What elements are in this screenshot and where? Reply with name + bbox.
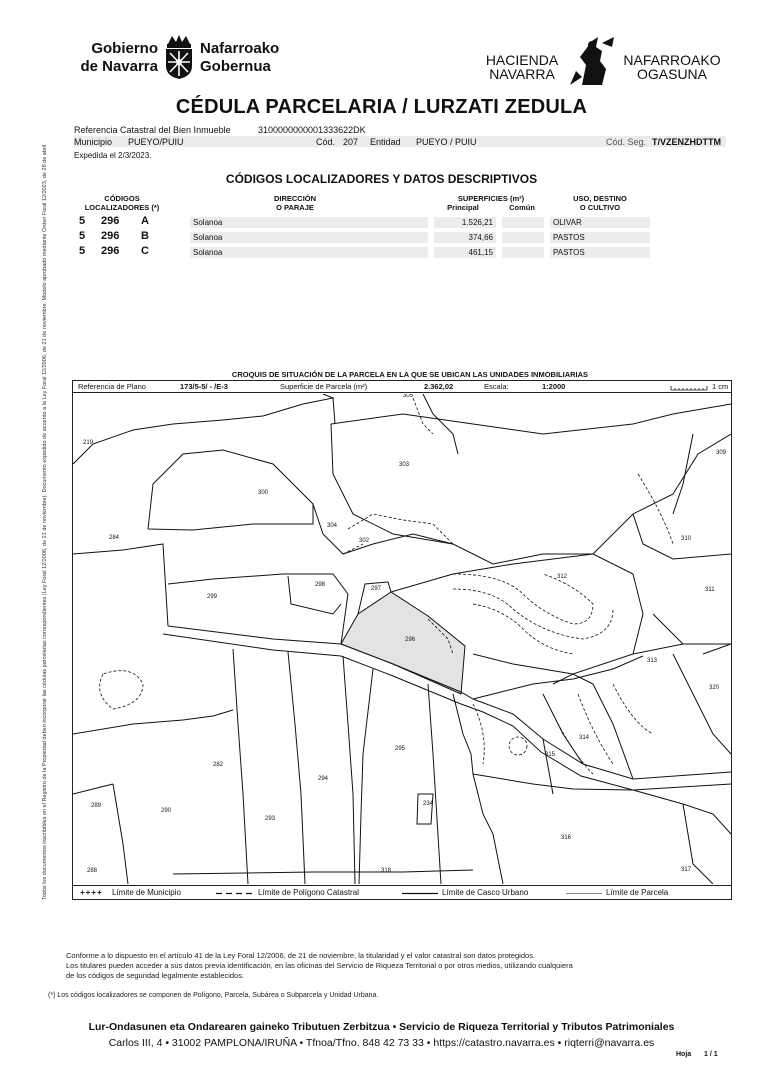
parcel-label: 298 xyxy=(315,582,326,588)
map-title: CROQUIS DE SITUACIÓN DE LA PARCELA EN LA QUE SE UBICAN LAS UNIDADES INMOBILIARIAS xyxy=(231,370,589,379)
parcel-label: 317 xyxy=(681,867,692,873)
legend-casco-line-icon xyxy=(402,892,438,895)
footer-organization: Lur-Ondasunen eta Ondarearen gaineko Tributuen Zerbitzua • Servicio de Riqueza Territorial y Tributos Patrimoniales xyxy=(88,1021,675,1033)
hacienda-statue-icon xyxy=(562,35,622,87)
cell-parcela: 296 xyxy=(101,245,120,257)
cell-direccion: Solanoa xyxy=(193,233,223,242)
parcel-label: 314 xyxy=(579,735,590,741)
legal-side-note: Todos los documentos inscribibles en el Registro de la Propiedad deben incorporar las cédulas parcelarias correspondientes (Ley Foral 12/2006, de 21 de noviembre). Documento expedido de acuerdo a la Ley Foral 12/2006, de 21 de noviembre. Modelo aprobado mediante Orden Foral 12/2023, de 28 de abril. xyxy=(42,143,48,900)
parcel-label: 284 xyxy=(109,535,120,541)
header-principal: Principal xyxy=(447,203,479,212)
parcel-label: 288 xyxy=(87,868,98,874)
cell-direccion: Solanoa xyxy=(193,218,223,227)
parcel-label: 316 xyxy=(561,835,572,841)
legend-casco: Límite de Casco Urbano xyxy=(442,888,529,897)
parcel-label: 305 xyxy=(403,394,414,399)
parcel-label: 313 xyxy=(647,658,658,664)
header-comun: Común xyxy=(509,203,535,212)
parcel-label: 311 xyxy=(705,587,715,593)
parcel-label: 318 xyxy=(381,868,392,874)
codseg-value: T/VZENZHDTTM xyxy=(652,137,721,147)
gov-right-line2: Gobernua xyxy=(200,58,271,75)
map-legend xyxy=(72,885,732,900)
ogasuna-line1: NAFARROAKO xyxy=(623,52,721,68)
legend-municipio: Límite de Municipio xyxy=(112,888,181,897)
cell-principal: 461,15 xyxy=(468,248,493,257)
parcel-label: 297 xyxy=(371,586,382,592)
escala-value: 1:2000 xyxy=(542,382,566,391)
gov-line1: Gobierno xyxy=(91,40,158,57)
cell-direccion-bg xyxy=(190,217,428,228)
parcel-label: 295 xyxy=(395,746,406,752)
parcel-label: 282 xyxy=(213,762,224,768)
ogasuna-text xyxy=(622,53,722,81)
scale-bar-icon xyxy=(670,383,708,391)
ref-catastral-value: 3100000000001333622DK xyxy=(258,125,366,135)
footnote-line2: Los titulares pueden acceder a sus datos previa identificación, en las oficinas del Servicio de Riqueza Territorial o por otros medios, utilizando cualquiera xyxy=(66,961,573,970)
parcel-label: 304 xyxy=(327,523,338,529)
parcel-label: 320 xyxy=(709,685,720,691)
section-title: CÓDIGOS LOCALIZADORES Y DATOS DESCRIPTIVOS xyxy=(225,172,538,186)
parcel-label: 290 xyxy=(161,808,172,814)
expedida-date: Expedida el 2/3/2023. xyxy=(74,151,152,160)
legend-municipio-symbol: ++++ xyxy=(80,888,103,897)
parcel-label: 310 xyxy=(681,536,692,542)
legend-parcela-line-icon xyxy=(566,892,602,895)
cell-poligono: 5 xyxy=(79,230,86,242)
header-uso xyxy=(552,194,648,212)
entidad-label: Entidad xyxy=(370,137,401,147)
hoja-label: Hoja xyxy=(676,1051,692,1058)
parcel-label: 234 xyxy=(423,801,434,807)
cell-principal: 1.526,21 xyxy=(461,218,493,227)
cell-subarea: C xyxy=(141,245,149,257)
cell-poligono: 5 xyxy=(79,215,86,227)
superficie-label: Superficie de Parcela (m²) xyxy=(280,382,368,391)
municipio-label: Municipio xyxy=(74,137,113,147)
parcel-label: 302 xyxy=(359,538,370,544)
header-direccion-2: O PARAJE xyxy=(276,203,314,212)
header-codigos-2: LOCALIZADORES (*) xyxy=(84,203,160,212)
parcel-label: 219 xyxy=(83,440,94,446)
gov-name-es xyxy=(80,40,158,76)
gov-name-eu xyxy=(200,40,279,76)
document-title: CÉDULA PARCELARIA / LURZATI ZEDULA xyxy=(175,96,588,118)
plano-value: 173/5-5/ - /E-3 xyxy=(180,382,228,391)
hoja-value: 1 / 1 xyxy=(704,1051,718,1058)
legend-parcela: Límite de Parcela xyxy=(606,888,669,897)
hacienda-line1: HACIENDA xyxy=(485,52,559,68)
cell-comun-bg xyxy=(502,217,544,228)
cell-parcela: 296 xyxy=(101,215,120,227)
hacienda-text xyxy=(482,53,562,81)
header-uso-1: USO, DESTINO xyxy=(573,194,627,203)
parcel-label: 309 xyxy=(716,450,727,456)
gov-line2: de Navarra xyxy=(80,58,158,75)
cell-direccion-bg xyxy=(190,232,428,243)
footnote-asterisk: (*) Los códigos localizadores se componen de Polígono, Parcela, Subárea o Subparcela y Unidad Urbana. xyxy=(48,992,379,999)
hacienda-navarra-logo xyxy=(482,35,732,90)
cell-uso: PASTOS xyxy=(553,248,585,257)
cadastral-map xyxy=(73,394,731,884)
header-codigos xyxy=(72,194,172,212)
ogasuna-line2: OGASUNA xyxy=(636,66,707,82)
cell-principal: 374,66 xyxy=(468,233,493,242)
entidad-value: PUEYO / PUIU xyxy=(416,137,477,147)
header-codigos-1: CÓDIGOS xyxy=(104,194,140,203)
footnote-line3: de los códigos de seguridad legalmente establecidos. xyxy=(66,971,245,980)
cell-poligono: 5 xyxy=(79,245,86,257)
parcel-label: 296 xyxy=(405,637,416,643)
ref-catastral-label: Referencia Catastral del Bien Inmueble xyxy=(74,125,231,135)
cod-label: Cód. xyxy=(316,137,336,147)
parcel-label: 315 xyxy=(545,752,556,758)
plano-label: Referencia de Plano xyxy=(78,382,146,391)
parcel-label: 303 xyxy=(399,462,410,468)
header-direccion xyxy=(240,194,350,212)
header-uso-2: O CULTIVO xyxy=(579,203,621,212)
map-info-bar xyxy=(72,380,732,393)
cell-subarea: B xyxy=(141,230,149,242)
legend-poligono: Límite de Polígono Catastral xyxy=(258,888,359,897)
cell-direccion-bg xyxy=(190,247,428,258)
parcel-label: 300 xyxy=(258,490,269,496)
superficie-value: 2.362,02 xyxy=(424,382,454,391)
header-direccion-1: DIRECCIÓN xyxy=(273,194,317,203)
parcel-label: 312 xyxy=(557,574,568,580)
cell-comun-bg xyxy=(502,247,544,258)
cell-comun-bg xyxy=(502,232,544,243)
cell-subarea: A xyxy=(141,215,149,227)
parcel-label: 289 xyxy=(91,803,102,809)
scale-bar-label: 1 cm xyxy=(712,382,729,391)
footnote-line1: Conforme a lo dispuesto en el artículo 41 de la Ley Foral 12/2006, de 21 de noviembre, la titularidad y el valor catastral son datos protegidos. xyxy=(66,951,536,960)
parcel-label: 299 xyxy=(207,594,218,600)
cell-uso: OLIVAR xyxy=(553,218,582,227)
cell-uso: PASTOS xyxy=(553,233,585,242)
hacienda-line2: NAVARRA xyxy=(489,66,555,82)
legend-poligono-line-icon xyxy=(216,892,254,895)
gov-right-line1: Nafarroako xyxy=(200,40,280,57)
parcel-label: 294 xyxy=(318,776,329,782)
cell-direccion: Solanoa xyxy=(193,248,223,257)
cod-value: 207 xyxy=(343,137,359,147)
gobierno-navarra-logo xyxy=(80,40,290,85)
municipio-value: PUEYO/PUIU xyxy=(128,137,184,147)
parcel-label: 293 xyxy=(265,816,276,822)
header-superficies: SUPERFICIES (m²) xyxy=(457,194,525,203)
cell-parcela: 296 xyxy=(101,230,120,242)
footer-contact: Carlos III, 4 • 31002 PAMPLONA/IRUÑA • Tfnoa/Tfno. 848 42 73 33 • https://catastro.navarra.es • riqterri@navarra.es xyxy=(108,1037,655,1049)
escala-label: Escala: xyxy=(484,382,509,391)
codseg-label: Cód. Seg. xyxy=(606,137,647,147)
navarra-coat-of-arms-icon xyxy=(162,34,196,80)
